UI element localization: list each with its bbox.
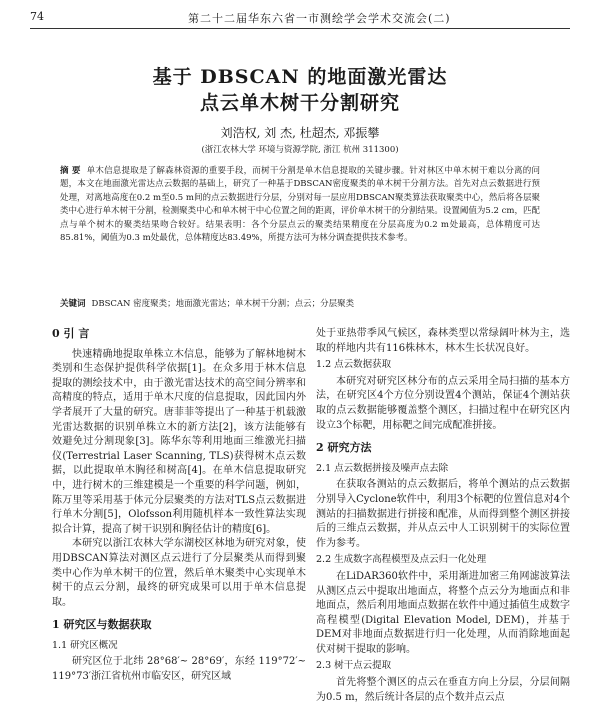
header-rule [30, 28, 570, 29]
subsection-heading: 2.1 点云数据拼接及噪声点去除 [316, 462, 449, 474]
paper-title-line-1: 基于 DBSCAN 的地面激光雷达 [152, 66, 448, 88]
subsection-heading: 1.2 点云数据获取 [316, 359, 392, 371]
abstract [60, 165, 540, 245]
authors: 刘浩权, 刘 杰, 杜超杰, 邓振攀 [220, 126, 380, 140]
section-heading-methods: 2 研究方法 [316, 441, 372, 455]
paragraph: 快速精确地提取单株立木信息，能够为了解林地树木类别和生态保护提供科学依据[1]。在众多用于林木信息提取的测绘技术中，由于激光雷达技术的高空间分辨率和高精度的特点，适用于单木尺度的信息提取，因此国内外学者展开了大量的研究。唐菲菲等提出了一种基于机载激光雷达数据的识别单株立木的新方法[2]，该方法能够有效避免过分割现象[3]。陈华东等利用地面三维激光扫描仪(Terrestrial Laser Scanning, TLS)获得树木点云数据，以此提取单木胸径和树高[4]。在单木信息提取研究中，进行树木的三维建模是一个重要的科学问题，例如，陈万里等采用基于体元分层聚类的方法对TLS点云数据进行单木分割[5]，Olofsson利用随机样本一致性算法实现拟合计算，提高了树干识别和胸径估计的精度[6]。 [52, 348, 306, 535]
left-column [52, 327, 306, 685]
right-column [316, 327, 570, 705]
keywords [60, 297, 540, 309]
keywords-label: 关键词 [60, 299, 86, 309]
abstract-text: 单木信息提取是了解森林资源的重要手段，而树干分割是单木信息提取的关键步骤。针对林区中单木树干难以分离的问题，本文在地面激光雷达点云数据的基础上，研究了一种基于DBSCAN密度聚类的单木树干分割方法。首先对点云数据进行预处理，对离地高度在0.2 m至0.5 m间的点云数据进行分层，分别对每一层应用DBSCAN聚类算法获取聚类中心，然后将各层聚类中心进行单木树干分割，检测聚类中心和单木树干中心位置之间的距离，评价单木树干的分割结果。设置阈值为5.2 cm，匹配点与单个树木的聚类结果吻合较好。结果表明：各个分层点云的聚类结果精度在分层高度为0.2 m处最高，总体精度可达85.81%，阈值为0.3 m处最优，总体精度达83.49%，所提方法可为林分调查提供技术参考。 [60, 166, 540, 244]
section-heading-study-area: 1 研究区与数据获取 [52, 618, 152, 632]
journal-title: 第二十二届华东六省一市测绘学会学术交流会(二) [188, 12, 451, 25]
paragraph: 本研究以浙江农林大学东湖校区林地为研究对象，使用DBSCAN算法对测区点云进行了分层聚类从而得到聚类中心作为单木树干的位置，然后单木聚类中心实现单木树干的点云分割，最终的研究成果可以用于单木信息提取。 [52, 538, 306, 608]
affiliation: (浙江农林大学 环境与资源学院, 浙江 杭州 311300) [201, 145, 399, 155]
page-number: 74 [30, 10, 44, 23]
abstract-label: 摘 要 [60, 166, 81, 176]
subsection-heading: 2.2 生成数字高程模型及点云归一化处理 [316, 554, 487, 566]
paragraph: 本研究对研究区林分布的点云采用全局扫描的基本方法，在研究区4个方位分别设置4个测站，保证4个测站获取的点云数据能够覆盖整个测区，扫描过程中在研究区内设立3个标靶，用标靶之间完成配准拼接。 [316, 375, 570, 431]
paragraph: 在获取各测站的点云数据后，将单个测站的点云数据分别导入Cyclone软件中，利用3个标靶的位置信息对4个测站的扫描数据进行拼接和配准，从而得到整个测区拼接后的三维点云数据，并从点云中人工识别树干的实际位置作为参考。 [316, 479, 570, 549]
paragraph: 在LiDAR360软件中，采用渐进加密三角网滤波算法从测区点云中提取出地面点，将整个点云分为地面点和非地面点，然后利用地面点数据在软件中通过插值生成数字高程模型(Digital Elevation Model, DEM)，并基于DEM对非地面点数据进行归一化处理，从而消除地面起伏对树干提取的影响。 [316, 570, 570, 655]
page-header [30, 10, 570, 28]
section-heading-introduction: 0 引 言 [52, 327, 90, 340]
paragraph: 首先将整个测区的点云在垂直方向上分层，分层间隔为0.5 m，然后统计各层的点个数并点云点 [316, 677, 570, 703]
subsection-heading: 2.3 树干点云提取 [316, 660, 392, 672]
keywords-text: DBSCAN 密度聚类；地面激光雷达；单木树干分割；点云；分层聚类 [91, 299, 355, 309]
paper-title-line-2: 点云单木树干分割研究 [199, 92, 400, 114]
paragraph-continued: 处于亚热带季风气候区，森林类型以常绿阔叶林为主，选取的样地内共有116株林木，林木生长状况良好。 [316, 328, 570, 354]
paragraph: 研究区位于北纬 28°68′~ 28°69′，东经 119°72′~ 119°73′浙江省杭州市临安区，研究区域 [52, 656, 306, 683]
subsection-heading: 1.1 研究区概况 [52, 639, 118, 651]
